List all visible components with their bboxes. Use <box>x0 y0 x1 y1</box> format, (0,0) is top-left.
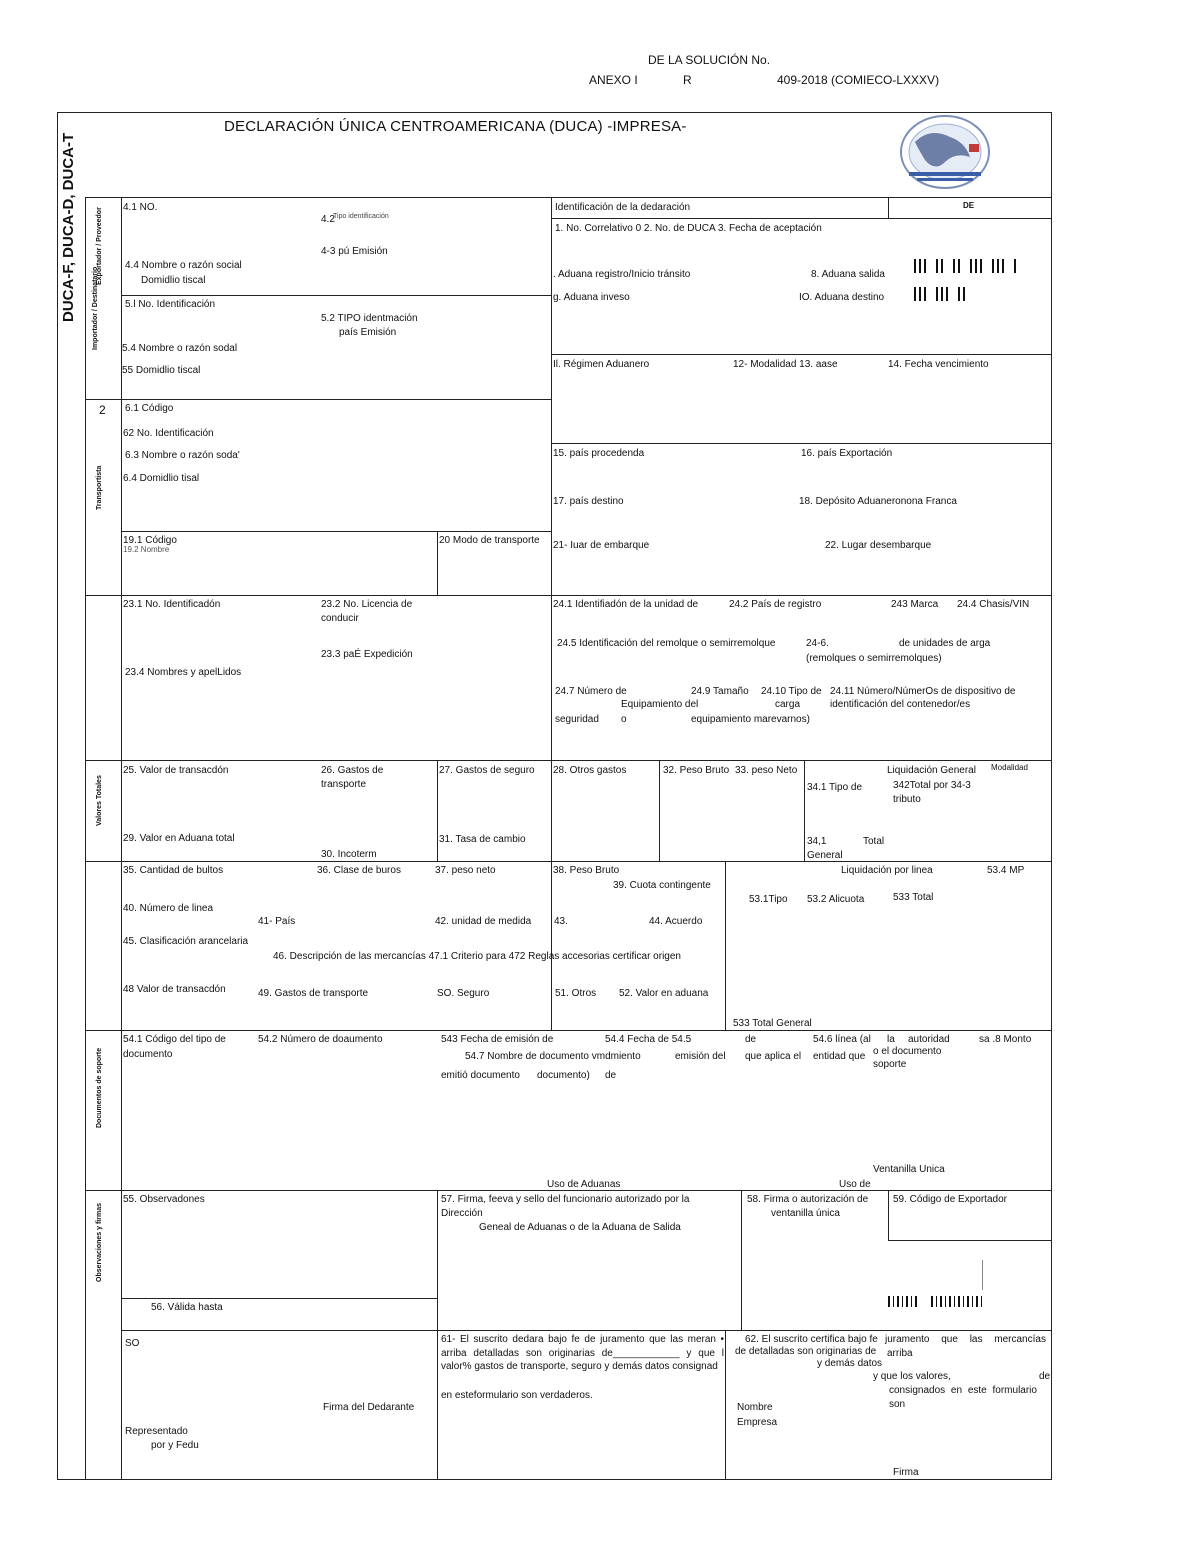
field-59: 59. Código de Exportador <box>893 1194 1007 1205</box>
field-53-3: 533 Total <box>893 892 934 903</box>
field-32: 32. Peso Bruto <box>663 765 730 776</box>
field-24-6: 24-6. <box>806 638 829 649</box>
field-42: 42. unidad de medida <box>435 916 532 927</box>
field-5-2: 5.2 TIPO identmación <box>321 313 418 324</box>
field-62-g: de <box>1039 1371 1051 1382</box>
field-24-6-c: (remolques o semirremolques) <box>806 653 942 664</box>
field-54-de: de <box>745 1034 757 1045</box>
field-54-8: sa .8 Monto <box>979 1034 1032 1045</box>
field-61: 61- El suscrito dedara bajo fe de juramento que las meran • arriba detalladas son originarias de____________ y que l valor% gastos de transporte, seguro y demás datos consignad <box>441 1334 724 1372</box>
field-7: . Aduana registro/Inicio tránsito <box>553 269 691 280</box>
field-54-1-b: documento <box>123 1049 173 1060</box>
field-19-2: 19.2 Nombre <box>123 545 170 554</box>
field-51: 51. Otros <box>555 988 597 999</box>
field-49: 49. Gastos de transporte <box>258 988 369 999</box>
field-41: 41- País <box>258 916 296 927</box>
field-27: 27. Gastos de seguro <box>439 765 535 776</box>
empresa-label: Empresa <box>737 1417 778 1428</box>
section-number-2: 2 <box>99 403 106 417</box>
liquidacion-general: Liquidación General <box>887 765 976 776</box>
field-24-10-c: equipamiento marevarnos) <box>691 714 810 725</box>
representado: Representado <box>125 1426 188 1437</box>
field-25: 25. Valor de transacdón <box>123 765 229 776</box>
declaration-id: Identificación de la dedaración <box>555 202 691 213</box>
field-54-emitio: emitió documento <box>441 1070 520 1081</box>
field-62-f: y que los valores, <box>873 1371 951 1382</box>
field-33: 33. peso Neto <box>735 765 798 776</box>
field-53-3-general: 533 Total General <box>733 1018 812 1029</box>
field-24-11: 24.11 Número/NúmerOs de dispositivo de <box>830 686 1016 697</box>
field-54-6: 54.6 línea (al <box>813 1034 871 1045</box>
field-24-7-d: o <box>621 714 627 725</box>
uso-de: Uso de <box>839 1179 871 1190</box>
field-54-documento: documento) <box>537 1070 590 1081</box>
field-6-4: 6.4 Domidlio tisal <box>123 473 200 484</box>
field-58: 58. Firma o autorización de <box>747 1194 869 1205</box>
field-62-b: de detalladas son originarias de <box>735 1346 877 1357</box>
field-46-47: 46. Descripción de las mercancías 47.1 Criterio para 472 Reglas accesorias certificar origen <box>273 951 681 962</box>
field-19-1: 19.1 Código <box>123 535 177 546</box>
field-11: Il. Régimen Aduanero <box>553 359 650 370</box>
field-24-10-b: carga <box>775 699 801 710</box>
field-62-d: juramento que las mercancías <box>885 1334 1046 1345</box>
field-5-5: 55 Domidlio tiscal <box>122 365 201 376</box>
field-62: 62. El suscrito certifica bajo fe <box>745 1334 878 1345</box>
field-50: SO. Seguro <box>437 988 490 999</box>
field-54-emision: emisión del <box>675 1051 726 1062</box>
firma-declarante: Firma del Dedarante <box>323 1402 415 1413</box>
firma-label: Firma <box>893 1467 919 1478</box>
side-observaciones: Observaciones y firmas <box>96 1203 103 1282</box>
field-12-13: 12- Modalidad 13. aase <box>733 359 838 370</box>
ventanilla-unica: Ventanilla Unica <box>873 1164 945 1175</box>
field-6-3: 6.3 Nombre o razón soda' <box>125 450 240 461</box>
field-10: IO. Aduana destino <box>799 292 885 303</box>
field-60: SO <box>125 1338 140 1349</box>
field-54-4: 54.4 Fecha de 54.5 <box>605 1034 692 1045</box>
field-36: 36. Clase de buros <box>317 865 401 876</box>
field-16: 16. país Exportación <box>801 448 893 459</box>
field-34-general-c: General <box>807 850 843 861</box>
field-26: 26. Gastos de transporte <box>321 765 384 790</box>
field-39: 39. Cuota contingente <box>613 880 711 891</box>
field-23-4: 23.4 Nombres y apelLidos <box>125 667 242 678</box>
comieco-logo <box>895 112 995 194</box>
resolution-line1: DE LA SOLUCIÓN No. <box>648 53 771 67</box>
field-4-1: 4.1 NO. <box>123 202 158 213</box>
field-45: 45. Clasificación arancelaria <box>123 936 249 947</box>
field-23-2: 23.2 No. Licencia de conducir <box>321 599 413 624</box>
field-14: 14. Fecha vencimiento <box>888 359 989 370</box>
field-1-3: 1. No. Correlativo 0 2. No. de DUCA 3. Fecha de aceptación <box>555 223 822 234</box>
field-54-de2: de <box>605 1070 617 1081</box>
field-22: 22. Lugar desembarque <box>825 540 932 551</box>
field-31: 31. Tasa de cambio <box>439 834 526 845</box>
field-54-soporte: soporte <box>873 1059 907 1070</box>
field-24-3: 243 Marca <box>891 599 939 610</box>
anexo-label: ANEXO I <box>589 73 638 87</box>
field-62-e: arriba <box>887 1348 913 1359</box>
barcode-mark <box>982 1260 983 1290</box>
field-62-i: son <box>889 1399 906 1410</box>
field-53-2: 53.2 Alicuota <box>807 894 865 905</box>
field-30: 30. Incoterm <box>321 849 377 860</box>
field-54-3: 543 Fecha de emisión de <box>441 1034 554 1045</box>
field-4-2: Tipo identificación <box>333 213 389 220</box>
field-8: 8. Aduana salida <box>811 269 885 280</box>
field-61-b: en esteformulario son verdaderos. <box>441 1390 593 1401</box>
field-34-general: 34,1 <box>807 836 827 847</box>
field-5-1: 5.l No. Identificación <box>125 299 216 310</box>
field-24-10: 24.10 Tipo de <box>761 686 822 697</box>
field-24-7-b: Equipamiento del <box>621 699 699 710</box>
field-18: 18. Depósito Aduaneronona Franca <box>799 496 957 507</box>
side-exportador: Exportador / Proveedor <box>96 207 103 285</box>
field-48: 48 Valor de transacdón <box>123 984 226 995</box>
field-29: 29. Valor en Aduana total <box>123 833 235 844</box>
nombre-label: Nombre <box>737 1402 773 1413</box>
field-34-2-b: tributo <box>893 794 921 805</box>
modalidad-label: Modalidad <box>991 763 1028 772</box>
field-24-6-b: de unidades de arga <box>899 638 991 649</box>
field-15: 15. país procedenda <box>553 448 645 459</box>
field-54-1: 54.1 Código del tipo de <box>123 1034 226 1045</box>
anexo-r: R <box>683 73 692 87</box>
side-documentos: Documentos de soporte <box>96 1047 103 1128</box>
field-54-la: la <box>887 1034 895 1045</box>
duca-type-label: DUCA-F, DUCA-D, DUCA-T <box>60 132 77 322</box>
field-62-c: y demás datos <box>817 1358 883 1369</box>
side-valores: Valores Totales <box>96 775 103 826</box>
field-53-1: 53.1Tipo <box>749 894 788 905</box>
field-54-autoridad: autoridad <box>908 1034 950 1045</box>
field-54-aplica: que aplica el <box>745 1051 802 1062</box>
resolution-number: 409-2018 (COMIECO-LXXXV) <box>777 73 940 87</box>
representado-b: por y Fedu <box>151 1440 199 1451</box>
field-54-2: 54.2 Número de doaumento <box>258 1034 383 1045</box>
side-transportista: Transportista <box>96 465 103 510</box>
field-24-5: 24.5 Identificación del remolque o semirremolque <box>557 638 776 649</box>
field-53-4: 53.4 MP <box>987 865 1025 876</box>
field-35: 35. Cantidad de bultos <box>123 865 224 876</box>
form-title: DECLARACIÓN ÚNICA CENTROAMERICANA (DUCA) -IMPRESA- <box>224 118 687 135</box>
field-24-4: 24.4 Chasis/VIN <box>957 599 1030 610</box>
field-5-4: 5.4 Nombre o razón sodal <box>122 343 238 354</box>
field-24-9: 24.9 Tamaño <box>691 686 749 697</box>
liquidacion-por-linea: Liquidación por linea <box>841 865 933 876</box>
field-24-11-b: identificación del contenedor/es <box>830 699 971 710</box>
field-56: 56. Válida hasta <box>151 1302 223 1313</box>
field-43: 43. <box>554 916 568 927</box>
barcode-3 <box>888 1296 982 1307</box>
field-4-2-num: 4.2 <box>321 214 335 225</box>
barcode-1 <box>914 259 1016 273</box>
field-57: 57. Firma, feeva y sello del funcionario autorizado por la Dirección <box>441 1194 690 1219</box>
field-4-4-domicilio: Domidlio tiscal <box>141 275 206 286</box>
field-23-1: 23.1 No. Identificadón <box>123 599 221 610</box>
field-20: 20 Modo de transporte <box>439 535 540 546</box>
field-17: 17. país destino <box>553 496 624 507</box>
field-55: 55. Observadones <box>123 1194 205 1205</box>
field-58-b: ventanilla única <box>771 1208 840 1219</box>
side-importador: Importador / Destinatario <box>92 266 99 350</box>
field-34-1: 34.1 Tipo de <box>807 782 863 793</box>
field-6-2: 62 No. Identificación <box>123 428 214 439</box>
field-38: 38. Peso Bruto <box>553 865 620 876</box>
field-54-odoc: o el documento <box>873 1046 942 1057</box>
field-44: 44. Acuerdo <box>649 916 703 927</box>
field-24-1: 24.1 Identifiadón de la unidad de <box>553 599 699 610</box>
field-28: 28. Otros gastos <box>553 765 627 776</box>
de-label: DE <box>963 201 975 210</box>
field-37: 37. peso neto <box>435 865 496 876</box>
field-52: 52. Valor en aduana <box>619 988 709 999</box>
field-40: 40. Número de linea <box>123 903 214 914</box>
field-54-7: 54.7 Nombre de documento vmdmiento <box>465 1051 641 1062</box>
field-4-4: 4.4 Nombre o razón social <box>125 260 242 271</box>
field-57-b: Geneal de Aduanas o de la Aduana de Salida <box>479 1222 681 1233</box>
field-4-3: 4-3 pú Emisión <box>321 246 388 257</box>
field-24-2: 24.2 País de registro <box>729 599 822 610</box>
field-6-1: 6.1 Código <box>125 403 174 414</box>
field-34-2: 342Total por 34-3 <box>893 780 971 791</box>
field-21: 21- Iuar de embarque <box>553 540 650 551</box>
barcode-2 <box>914 287 965 301</box>
field-54-entidad: entidad que <box>813 1051 866 1062</box>
field-24-7: 24.7 Número de <box>555 686 627 697</box>
uso-de-aduanas: Uso de Aduanas <box>547 1179 621 1190</box>
field-62-h: consignados en este formulario <box>889 1385 1037 1396</box>
field-24-7-c: seguridad <box>555 714 599 725</box>
field-5-2-pais: país Emisión <box>339 327 397 338</box>
field-9: g. Aduana inveso <box>553 292 630 303</box>
field-23-3: 23.3 paÉ Expedición <box>321 649 413 660</box>
field-34-general-total: Total <box>863 836 885 847</box>
